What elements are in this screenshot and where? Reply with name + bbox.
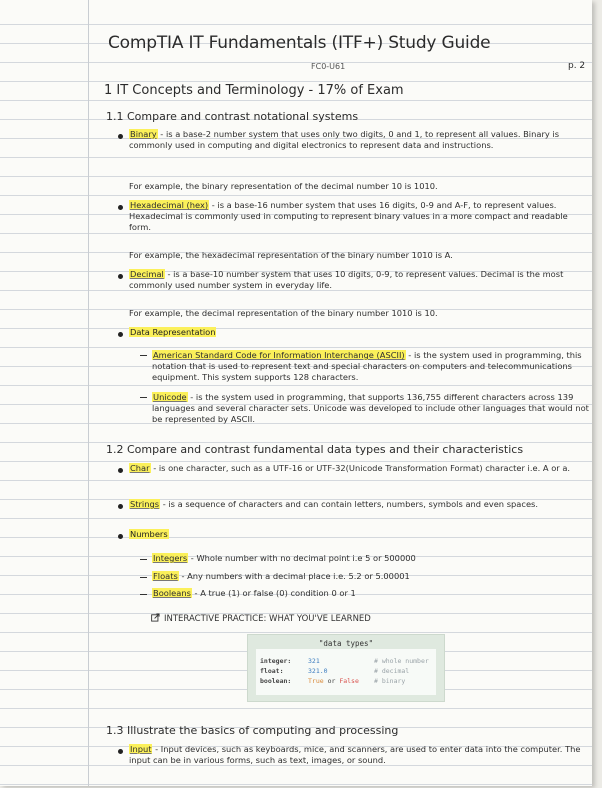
decimal-example: For example, the decimal representation of the binary number 1010 is 10. [129, 308, 438, 318]
decimal-paragraph [129, 269, 589, 291]
strings-text: - is a sequence of characters and can contain letters, numbers, symbols and even spaces. [160, 499, 539, 509]
dash [140, 577, 147, 578]
margin-line [88, 0, 89, 786]
bullet [118, 134, 123, 139]
subsection-heading-1-3: 1.3 Illustrate the basics of computing and processing [106, 724, 399, 737]
code-key: boolean: [260, 677, 292, 685]
subsection-heading-1-1: 1.1 Compare and contrast notational systems [106, 110, 359, 123]
binary-example: For example, the binary representation of the decimal number 10 is 1010. [129, 181, 438, 191]
code-comment: # whole number [374, 657, 429, 665]
bullet [118, 468, 123, 473]
integers-text: - Whole number with no decimal point i.e 5 or 500000 [188, 553, 416, 563]
booleans-item [152, 588, 589, 599]
practice-label: INTERACTIVE PRACTICE: WHAT YOU'VE LEARNED [164, 614, 371, 624]
strings-paragraph [129, 499, 589, 510]
ascii-text: - is the system used in programming, this notation that is used to represent text and special characters on computers and telecommunications equipment. This system supports 128 characters. [152, 350, 582, 382]
input-paragraph [129, 744, 589, 766]
page-title: CompTIA IT Fundamentals (ITF+) Study Guide [108, 33, 491, 53]
term-integers: Integers [153, 553, 188, 563]
code-body [256, 649, 436, 695]
code-true: True [308, 677, 324, 685]
section-heading: 1 IT Concepts and Terminology - 17% of Exam [104, 83, 404, 98]
term-unicode: Unicode [153, 392, 187, 402]
dash [140, 397, 147, 398]
code-comment: # decimal [374, 667, 410, 675]
code-false: False [339, 677, 359, 685]
unicode-text: - is the system used in programming, that supports 136,755 different characters across 139 languages and several character sets. Unicode was developed to include other languages that would not be represented by ASCII. [152, 392, 589, 424]
binary-paragraph [129, 129, 589, 151]
code-or: or [323, 677, 340, 685]
integers-item [152, 553, 589, 564]
hex-example: For example, the hexadecimal representation of the binary number 1010 is A. [129, 250, 453, 260]
practice-link[interactable] [151, 613, 371, 624]
code-value: 321.0 [308, 667, 328, 675]
term-binary: Binary [130, 129, 157, 139]
bullet [118, 534, 123, 539]
floats-item [152, 571, 589, 582]
bullet [118, 274, 123, 279]
booleans-text: - A true (1) or false (0) condition 0 or 1 [191, 588, 356, 598]
page-number: p. 2 [568, 61, 586, 71]
exam-code: FC0-U61 [311, 62, 346, 71]
char-paragraph [129, 463, 589, 474]
bullet [118, 504, 123, 509]
term-input: Input [130, 744, 152, 754]
external-link-icon [151, 613, 160, 622]
decimal-text: - is a base-10 number system that uses 10 digits, 0-9, to represent values. Decimal is the most commonly used number system in everyday life. [129, 269, 564, 290]
subsection-heading-1-2: 1.2 Compare and contrast fundamental data types and their characteristics [106, 443, 524, 456]
term-numbers: Numbers [130, 529, 168, 539]
ascii-paragraph [152, 350, 589, 383]
dash [140, 355, 147, 356]
bullet [118, 205, 123, 210]
term-char: Char [130, 463, 150, 473]
data-rep-item [129, 327, 589, 338]
code-comment: # binary [374, 677, 406, 685]
code-key: integer: [260, 657, 292, 665]
dash [140, 594, 147, 595]
code-example-box [247, 634, 445, 702]
hex-paragraph [129, 200, 589, 233]
hex-text: - is a base-16 number system that uses 16 digits, 0-9 and A-F, to represent values. Hexadecimal is commonly used in computing to represent binary values in a more compact and readable form. [129, 200, 568, 232]
term-booleans: Booleans [153, 588, 191, 598]
code-value: 321 [308, 657, 320, 665]
term-ascii: American Standard Code for Information Interchange (ASCII) [153, 350, 405, 360]
unicode-paragraph [152, 392, 589, 425]
term-floats: Floats [153, 571, 178, 581]
term-data-representation: Data Representation [130, 327, 216, 337]
dash [140, 559, 147, 560]
code-value-boolean [308, 677, 359, 685]
code-key: float: [260, 667, 284, 675]
bullet [118, 749, 123, 754]
char-text: - is one character, such as a UTF-16 or UTF-32(Unicode Transformation Format) character i.e. A or a. [150, 463, 571, 473]
numbers-item [129, 529, 589, 540]
code-title: "data types" [318, 639, 374, 648]
term-decimal: Decimal [130, 269, 164, 279]
term-hex: Hexadecimal (hex) [130, 200, 209, 210]
input-text: - Input devices, such as keyboards, mice, and scanners, are used to enter data into the computer. The input can be in various forms, such as text, images, or sound. [129, 744, 581, 765]
binary-text: - is a base-2 number system that uses only two digits, 0 and 1, to represent all values. Binary is commonly used in computing and digital electronics to represent data and instructions. [129, 129, 560, 150]
bullet [118, 332, 123, 337]
term-strings: Strings [130, 499, 160, 509]
floats-text: - Any numbers with a decimal place i.e. 5.2 or 5.00001 [178, 571, 410, 581]
